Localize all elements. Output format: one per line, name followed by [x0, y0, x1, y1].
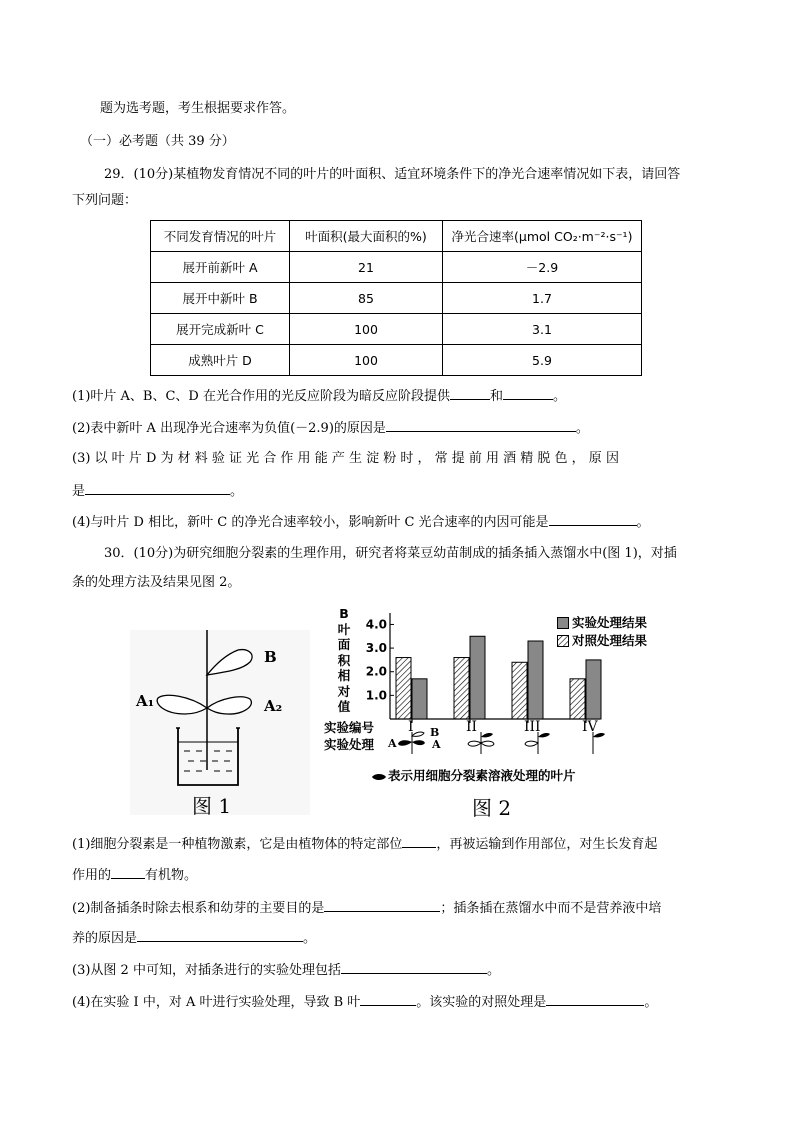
answer-blank[interactable] [549, 512, 637, 526]
figure-2-footnote: 表示用细胞分裂素溶液处理的叶片 [388, 768, 576, 783]
q29-part3-is: 是 [72, 484, 86, 499]
leaf-b-label: B [264, 648, 277, 666]
q30-part3 [72, 960, 500, 980]
q29-part4-end: 。 [636, 515, 650, 530]
bar-control [570, 679, 585, 719]
answer-blank[interactable] [360, 992, 416, 1006]
y-label-char: 积 [337, 652, 351, 668]
y-label-char: 面 [337, 637, 351, 652]
q29-stem: 29．(10分)某植物发育情况不同的叶片的叶面积、适宜环境条件下的净光合速率情况如下表，请回答 [104, 167, 681, 182]
table-cell: 3.1 [443, 314, 642, 345]
q30-stem: 30．(10分)为研究细胞分裂素的生理作用，研究者将菜豆幼苗制成的插条插入蒸馏水中(图 1)，对插 [104, 546, 677, 561]
bar-control [454, 658, 469, 719]
table-cell: －2.9 [443, 252, 642, 283]
q30-part2-end: 。 [303, 931, 317, 946]
x-tick-label: IV [582, 719, 598, 735]
table-cell: 100 [290, 314, 443, 345]
y-label-char: 相 [337, 668, 351, 683]
table-cell: 展开前新叶 A [151, 252, 290, 283]
q29-stem-cont: 下列问题： [72, 193, 138, 208]
y-tick-label: 2.0 [365, 664, 387, 679]
y-label-char: 对 [337, 683, 351, 699]
q29-part4-text: (4)与叶片 D 相比，新叶 C 的净光合速率较小，影响新叶 C 光合速率的内因可能是 [72, 515, 549, 530]
y-tick-label: 4.0 [365, 617, 387, 632]
q29-part2-end: 。 [575, 421, 589, 436]
table-cell: 展开中新叶 B [151, 283, 290, 314]
answer-blank[interactable] [137, 928, 303, 942]
answer-blank[interactable] [503, 386, 553, 400]
q30-part1 [72, 834, 657, 854]
q30-part4-end: 。 [644, 995, 658, 1010]
q30-part4 [72, 992, 657, 1012]
table-cell: 成熟叶片 D [151, 345, 290, 376]
bar-control [512, 662, 527, 719]
q30-part4-mid: 。该实验的对照处理是 [416, 995, 547, 1010]
x-tick-label: III [524, 719, 541, 735]
q29-part3-cont [72, 481, 243, 501]
q29-part3 [72, 450, 619, 468]
legend-exp-swatch [557, 617, 569, 629]
sketch-b-label: B [430, 726, 440, 739]
table-row [151, 283, 642, 314]
legend-ctrl-swatch [557, 635, 569, 647]
q29-part1-end: 。 [553, 389, 567, 404]
y-label-char: 叶 [337, 621, 351, 637]
q30-part2-mid: ；插条插在蒸馏水中而不是营养液中培 [440, 901, 662, 916]
q30-part2-text: (2)制备插条时除去根系和幼芽的主要目的是 [72, 901, 325, 916]
q30-part1-role: 作用的 [72, 868, 112, 883]
x-tick-label: I [408, 719, 414, 735]
sketch-a-label: A [432, 738, 441, 751]
table-header: 净光合速率(μmol CO₂·m⁻²·s⁻¹) [443, 221, 642, 252]
q30-part3-text: (3)从图 2 中可知，对插条进行的实验处理包括 [72, 963, 341, 978]
treatment-sketches [388, 728, 648, 756]
figure-1-background [130, 630, 310, 815]
y-label-char: B [339, 606, 349, 621]
answer-blank[interactable] [402, 834, 436, 848]
q30-stem-cont: 条的处理方法及结果见图 2。 [72, 575, 241, 590]
table-cell: 85 [290, 283, 443, 314]
q29-table [150, 220, 642, 376]
table-header: 叶面积(最大面积的%) [290, 221, 443, 252]
bar-control [396, 658, 411, 719]
q30-part2-cont [72, 928, 316, 948]
row-label-treatment: 实验处理 [324, 737, 375, 752]
figure-1-caption: 图 1 [192, 794, 232, 818]
table-row [151, 345, 642, 376]
q30-part2 [72, 898, 661, 918]
q30-part2-reason: 养的原因是 [72, 931, 138, 946]
answer-blank[interactable] [341, 960, 487, 974]
q29-part2 [72, 418, 589, 438]
table-cell: 21 [290, 252, 443, 283]
legend-exp-label: 实验处理结果 [572, 615, 648, 630]
table-cell: 100 [290, 345, 443, 376]
bar-experiment [470, 636, 485, 719]
treated-leaf-icon [371, 772, 387, 782]
answer-blank[interactable] [546, 992, 644, 1006]
answer-blank[interactable] [111, 865, 145, 879]
x-tick-label: II [466, 719, 478, 735]
leaf-a1-label: A₁ [136, 692, 155, 710]
answer-blank[interactable] [324, 898, 440, 912]
q30-part3-end: 。 [486, 963, 500, 978]
q29-part1-text: (1)叶片 A、B、C、D 在光合作用的光反应阶段为暗反应阶段提供 [72, 389, 450, 404]
row-label-number: 实验编号 [324, 720, 375, 735]
q29-part2-text: (2)表中新叶 A 出现净光合速率为负值(－2.9)的原因是 [72, 421, 386, 436]
q30-part1-end: 有机物。 [145, 868, 198, 883]
q30-part1-cont [72, 865, 197, 885]
intro-text: 题为选考题，考生根据要求作答。 [100, 101, 296, 116]
table-cell: 展开完成新叶 C [151, 314, 290, 345]
sketch-a-left-label: A [388, 737, 397, 750]
answer-blank[interactable] [386, 418, 576, 432]
answer-blank[interactable] [450, 386, 490, 400]
y-tick-label: 3.0 [365, 641, 387, 656]
figure-2-chart [350, 608, 610, 723]
figure-2-caption: 图 2 [472, 796, 512, 820]
y-tick-label: 1.0 [365, 688, 387, 703]
q29-part3-text: (3) 以 叶 片 D 为 材 料 验 证 光 合 作 用 能 产 生 淀 粉 时 ， 常 提 前 用 酒 精 脱 色 ， 原 因 [72, 451, 619, 466]
table-header-row [151, 221, 642, 252]
y-label-char: 值 [337, 699, 351, 714]
q29-part3-end: 。 [230, 484, 244, 499]
q29-part1-and: 和 [490, 389, 504, 404]
table-row [151, 314, 642, 345]
bar-experiment [586, 660, 601, 719]
bar-experiment [528, 641, 543, 719]
bar-experiment [412, 679, 427, 719]
table-header: 不同发育情况的叶片 [151, 221, 290, 252]
answer-blank[interactable] [85, 481, 230, 495]
leaf-a2-label: A₂ [264, 697, 283, 715]
table-cell: 5.9 [443, 345, 642, 376]
q30-part1-mid: ，再被运输到作用部位，对生长发育起 [436, 837, 658, 852]
table-cell: 1.7 [443, 283, 642, 314]
q29-part4 [72, 512, 650, 532]
section-title: （一）必考题（共 39 分） [80, 134, 235, 149]
figure-1 [130, 630, 310, 815]
q30-part4-text: (4)在实验 I 中，对 A 叶进行实验处理，导致 B 叶 [72, 995, 361, 1010]
q30-part1-text: (1)细胞分裂素是一种植物激素，它是由植物体的特定部位 [72, 837, 403, 852]
table-row [151, 252, 642, 283]
legend-ctrl-label: 对照处理结果 [572, 633, 648, 648]
q29-part1 [72, 386, 566, 406]
